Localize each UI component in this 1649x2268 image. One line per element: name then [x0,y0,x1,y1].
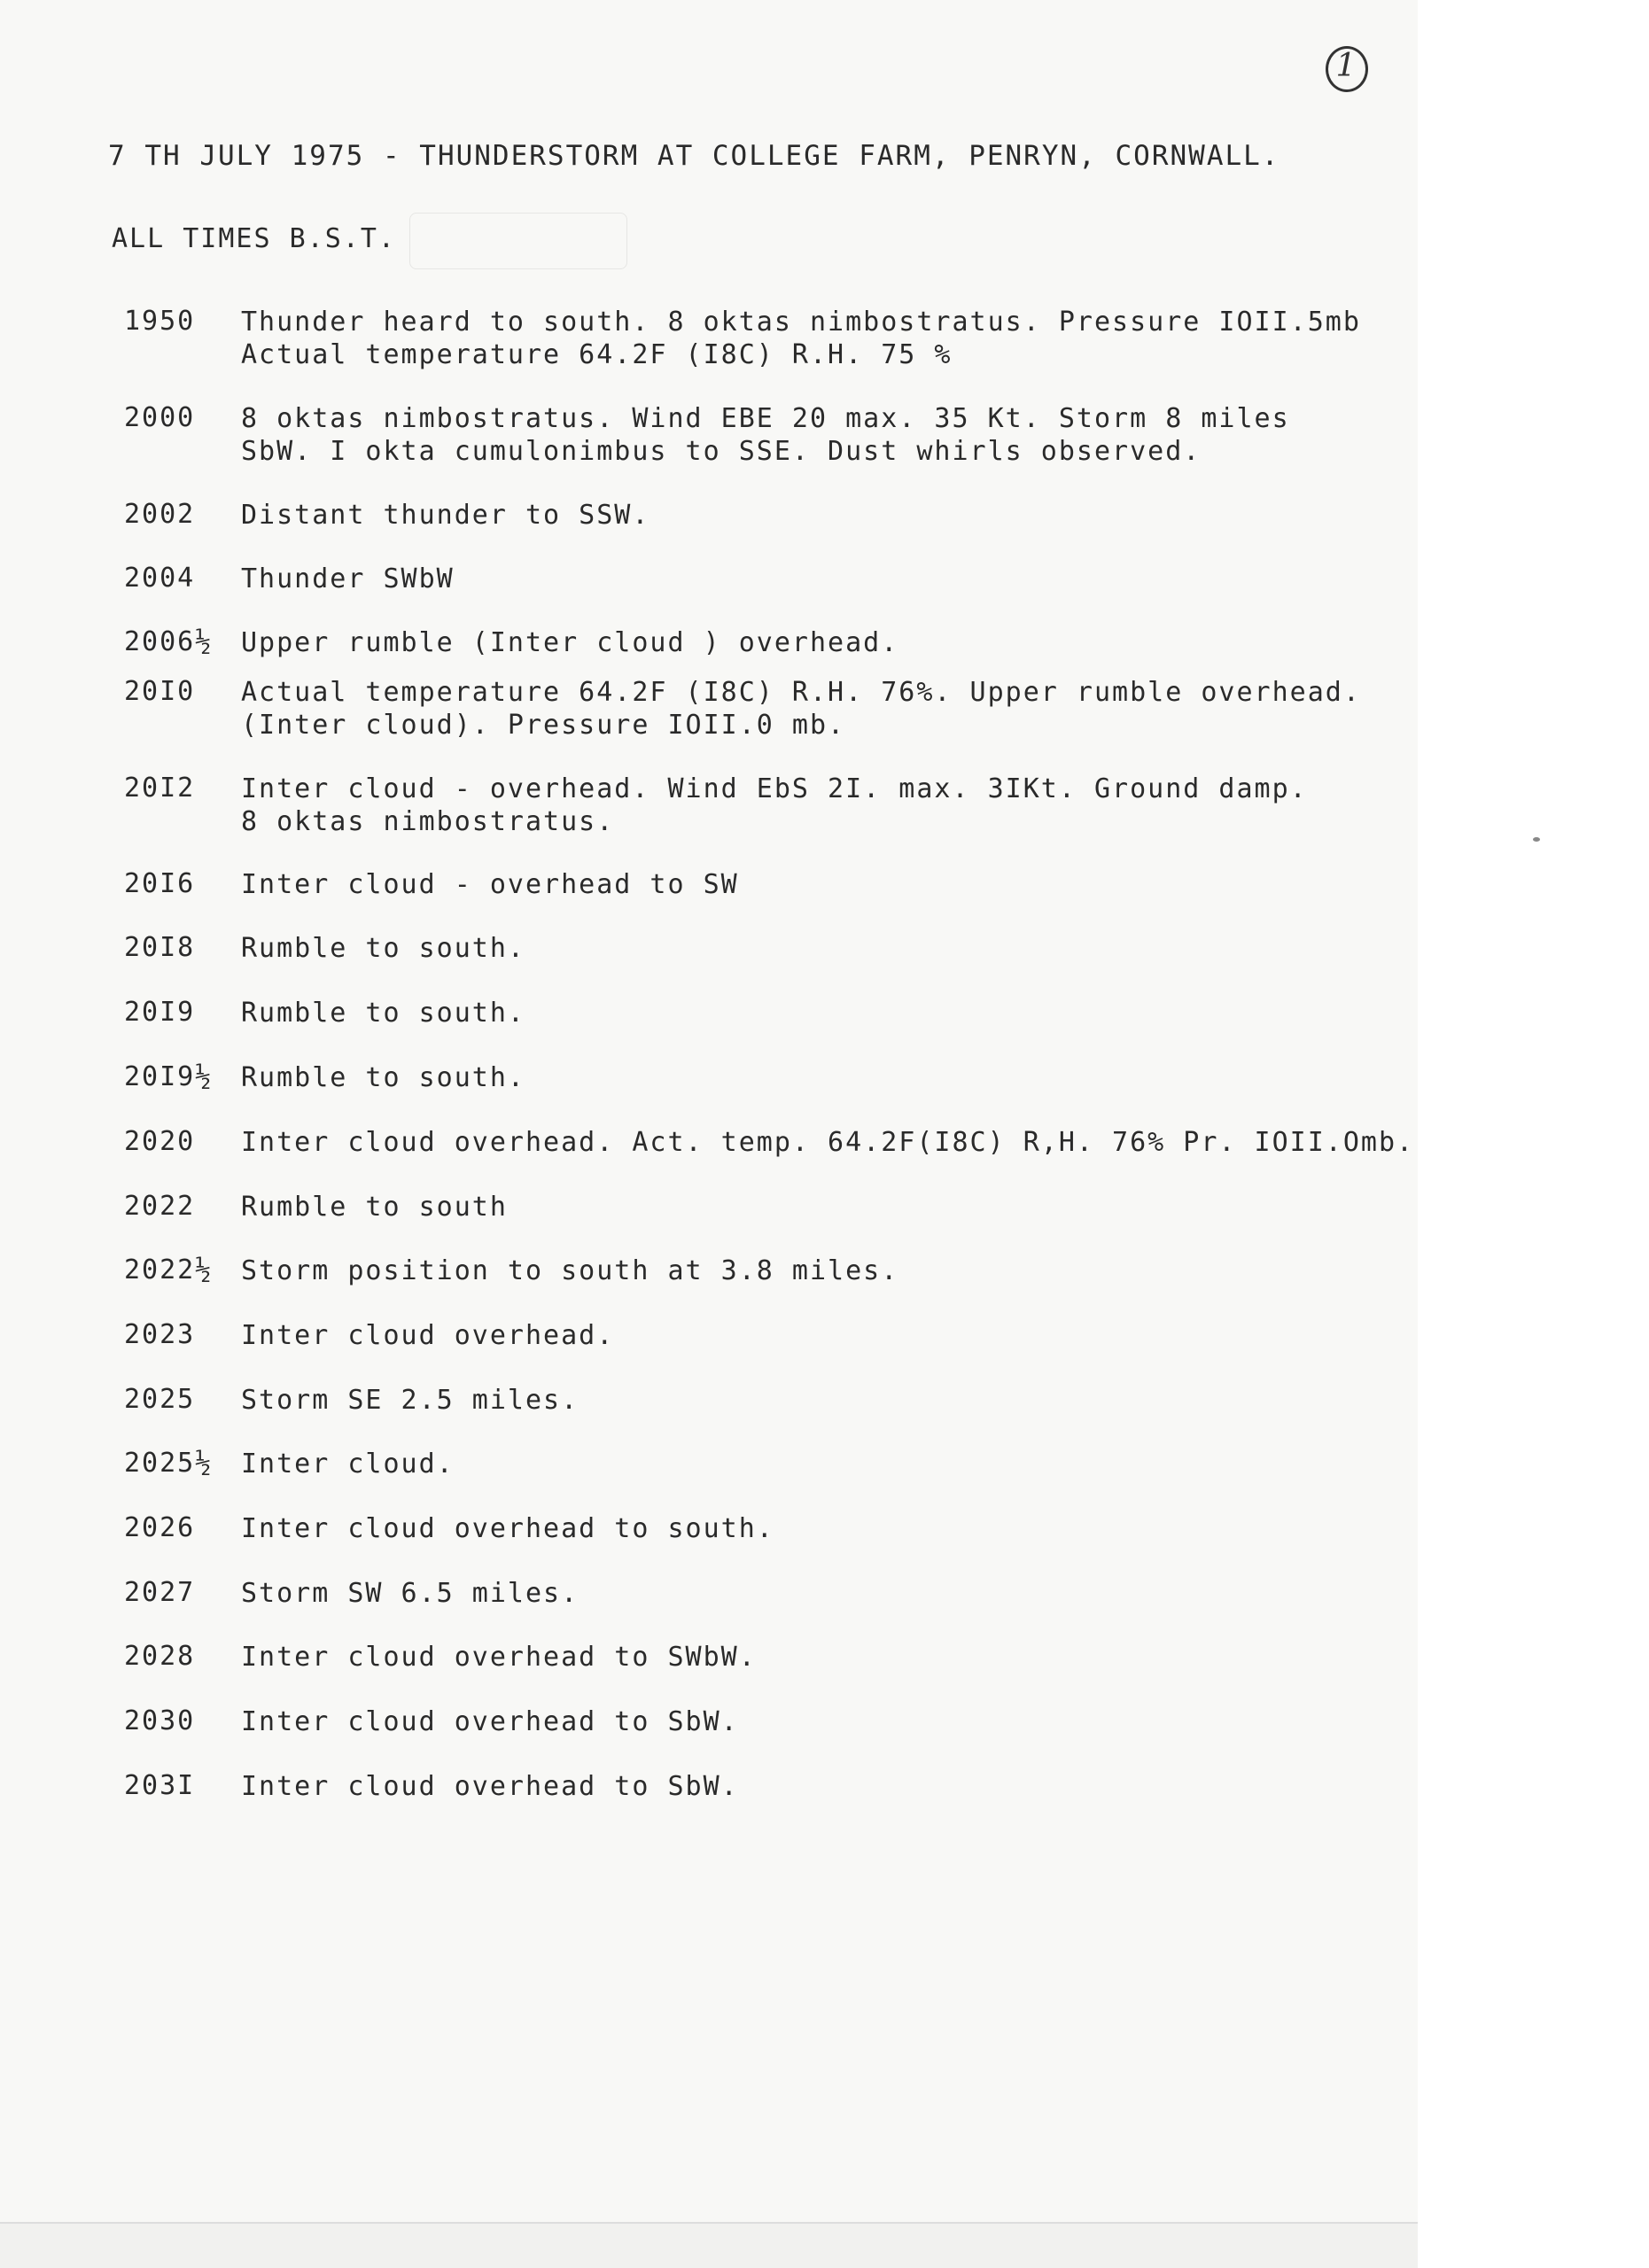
faint-stamp-area [409,213,627,269]
entry-time: 20I6 [124,868,196,899]
entry-time: 20I0 [124,676,196,707]
page-number: 1 [1335,48,1357,84]
entry-text [241,932,525,965]
entry-line: Storm position to south at 3.8 miles. [241,1255,899,1286]
scan-bottom-edge [0,2222,1418,2268]
entry-time: 20I8 [124,932,196,963]
entry-time: 2026 [124,1512,196,1543]
entry-time: 2002 [124,499,196,530]
entry-time: 1950 [124,306,196,337]
entry-time: 2022 [124,1191,196,1222]
entry-text [241,1319,614,1352]
entry-text [241,1705,739,1738]
entry-text [241,1384,579,1417]
entry-text [241,676,1361,742]
entry-line: Inter cloud overhead to SbW. [241,1771,739,1802]
entry-text [241,626,898,659]
entry-time: 2027 [124,1577,196,1608]
entry-time: 20I9 [124,997,196,1028]
entry-text [241,1061,525,1094]
scan-margin [1418,0,1649,2268]
entry-line: Inter cloud. [241,1449,455,1480]
entry-time: 2006½ [124,626,214,657]
entry-line: SbW. I okta cumulonimbus to SSE. Dust whirls observed. [241,436,1202,467]
entry-line: Inter cloud overhead to south. [241,1513,774,1544]
entry-text [241,1577,579,1610]
entry-line: Thunder SWbW [241,563,455,594]
entry-text [241,1512,774,1545]
entry-time: 20I2 [124,773,196,804]
entry-text [241,1126,1414,1159]
entry-line: (Inter cloud). Pressure IOII.0 mb. [241,710,846,741]
entry-text [241,1770,739,1803]
entry-time: 2022½ [124,1254,214,1285]
entry-line: Inter cloud overhead. Act. temp. 64.2F(I8C) R,H. 76% Pr. IOII.Omb. [241,1127,1415,1158]
entry-time: 2000 [124,402,196,433]
entry-line: Storm SE 2.5 miles. [241,1385,579,1416]
scan-smudge [1533,837,1540,842]
entry-line: Inter cloud - overhead to SW [241,869,739,900]
entry-time: 2025 [124,1384,196,1415]
entry-line: Rumble to south [241,1192,508,1223]
entry-time: 20I9½ [124,1061,214,1092]
entry-line: Inter cloud overhead to SWbW. [241,1642,757,1673]
entry-line: Thunder heard to south. 8 oktas nimbostratus. Pressure IOII.5mb [241,307,1361,338]
entry-line: Rumble to south. [241,933,525,964]
entry-line: Inter cloud overhead. [241,1320,615,1351]
entry-time: 2030 [124,1705,196,1736]
entry-time: 2025½ [124,1448,214,1479]
entry-text [241,1191,508,1223]
entry-line: Rumble to south. [241,998,525,1029]
entry-line: Actual temperature 64.2F (I8C) R.H. 75 % [241,339,953,370]
entry-line: Rumble to south. [241,1062,525,1093]
entry-time: 2028 [124,1641,196,1672]
entry-text [241,563,455,595]
entry-text [241,1448,455,1480]
entry-text [241,1254,898,1287]
entry-text [241,1641,757,1674]
entry-line: Actual temperature 64.2F (I8C) R.H. 76%. Upper rumble overhead. [241,677,1361,708]
time-zone-note: ALL TIMES B.S.T. [112,223,396,254]
entry-time: 203I [124,1770,196,1801]
entry-text [241,499,649,532]
entry-time: 2020 [124,1126,196,1157]
entry-time: 2004 [124,563,196,594]
entry-text [241,997,525,1029]
entry-text [241,402,1290,468]
entry-line: Storm SW 6.5 miles. [241,1578,579,1609]
entry-line: Inter cloud - overhead. Wind EbS 2I. max. 3IKt. Ground damp. [241,773,1308,804]
entry-text [241,773,1308,838]
entry-line: 8 oktas nimbostratus. [241,806,615,837]
entry-line: 8 oktas nimbostratus. Wind EBE 20 max. 35 Kt. Storm 8 miles [241,403,1290,434]
entry-line: Distant thunder to SSW. [241,500,650,531]
document-title: 7 TH JULY 1975 - THUNDERSTORM AT COLLEGE FARM, PENRYN, CORNWALL. [108,140,1280,172]
entry-text [241,306,1361,371]
entry-time: 2023 [124,1319,196,1350]
entry-line: Upper rumble (Inter cloud ) overhead. [241,627,899,658]
entry-text [241,868,739,901]
entry-line: Inter cloud overhead to SbW. [241,1706,739,1737]
